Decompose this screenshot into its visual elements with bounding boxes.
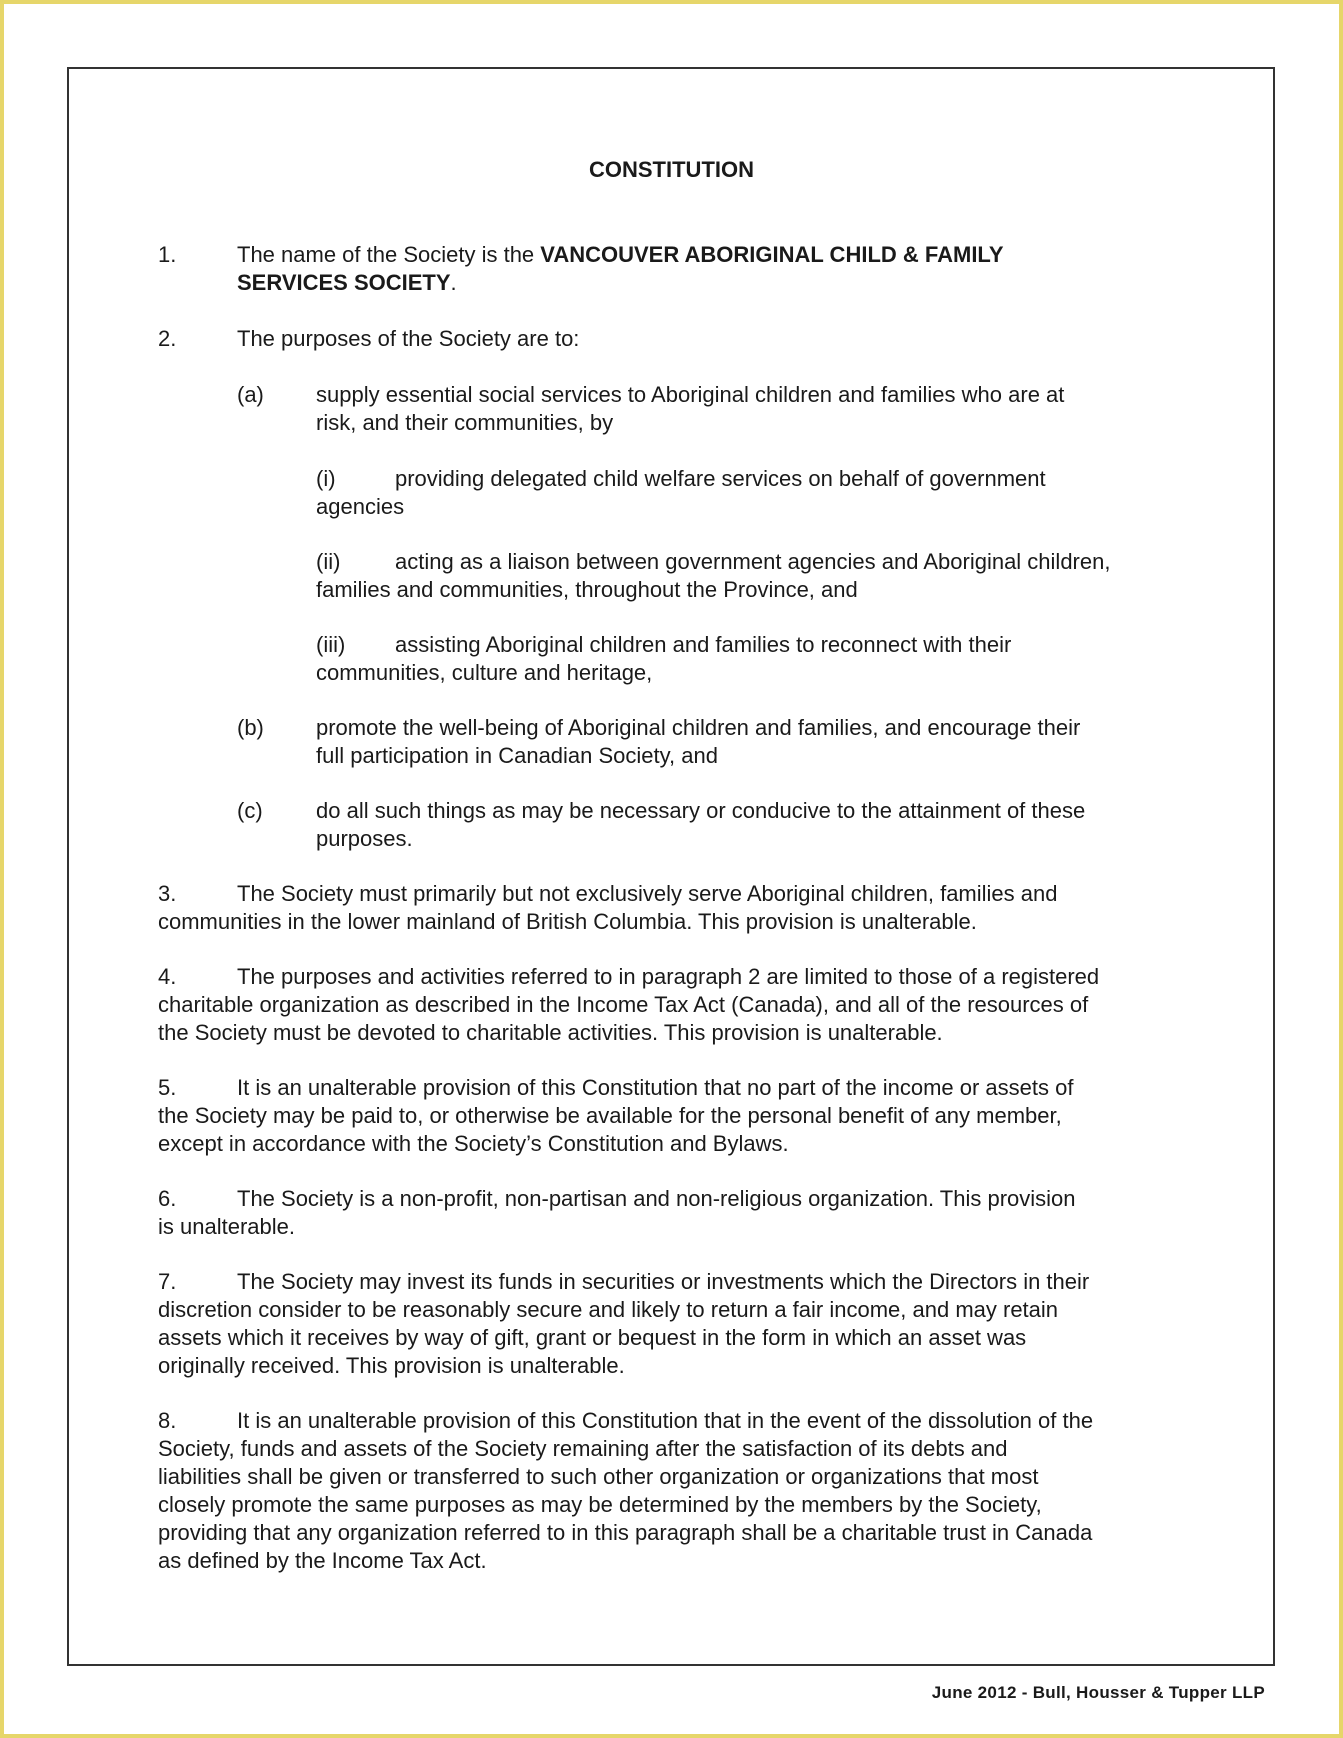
paragraph-2-intro: The purposes of the Society are to: bbox=[237, 326, 580, 351]
paragraph-7-line: discretion consider to be reasonably secure and likely to return a fair income, and may retain bbox=[158, 1297, 1059, 1322]
purpose-a-iii-line: assisting Aboriginal children and families to reconnect with their bbox=[395, 632, 1012, 657]
purpose-a-label: (a) bbox=[237, 382, 264, 407]
paragraph-7-line: originally received. This provision is unalterable. bbox=[158, 1353, 625, 1378]
purpose-b-line: promote the well-being of Aboriginal children and families, and encourage their bbox=[316, 715, 1081, 740]
paragraph-8-line: Society, funds and assets of the Society remaining after the satisfaction of its debts and bbox=[158, 1436, 1008, 1461]
paragraph-8-line: It is an unalterable provision of this Constitution that in the event of the dissolution of the bbox=[237, 1408, 1094, 1433]
society-name-part1: VANCOUVER ABORIGINAL CHILD & FAMILY bbox=[540, 242, 1004, 267]
purpose-a-line: risk, and their communities, by bbox=[316, 410, 614, 435]
purpose-a-ii-line: families and communities, throughout the Province, and bbox=[316, 577, 858, 602]
paragraph-8-line: as defined by the Income Tax Act. bbox=[158, 1548, 487, 1573]
paragraph-1-period: . bbox=[450, 270, 457, 295]
paragraph-3-line: The Society must primarily but not exclusively serve Aboriginal children, families and bbox=[237, 881, 1058, 906]
purpose-a bbox=[316, 381, 1064, 437]
paragraph-8-number: 8. bbox=[158, 1408, 177, 1433]
purpose-a-i bbox=[316, 465, 1046, 521]
paragraph-6-line: The Society is a non-profit, non-partisan and non-religious organization. This provision bbox=[237, 1186, 1076, 1211]
purpose-a-ii-line: acting as a liaison between government agencies and Aboriginal children, bbox=[395, 549, 1111, 574]
paragraph-8 bbox=[158, 1407, 1093, 1575]
paragraph-1-text: The name of the Society is the bbox=[237, 242, 541, 267]
purpose-c-line: purposes. bbox=[316, 826, 413, 851]
purpose-a-i-line: agencies bbox=[316, 494, 405, 519]
paragraph-7 bbox=[158, 1268, 1089, 1380]
paragraph-3-line: communities in the lower mainland of British Columbia. This provision is unalterable. bbox=[158, 909, 977, 934]
paragraph-3 bbox=[158, 880, 1057, 936]
purpose-c-label: (c) bbox=[237, 798, 263, 823]
paragraph-6-number: 6. bbox=[158, 1186, 177, 1211]
paragraph-4-line: The purposes and activities referred to in paragraph 2 are limited to those of a registered bbox=[237, 964, 1100, 989]
paragraph-5-line: except in accordance with the Society’s Constitution and Bylaws. bbox=[158, 1131, 789, 1156]
document-title: CONSTITUTION bbox=[589, 157, 754, 182]
paragraph-7-line: assets which it receives by way of gift, grant or bequest in the form in which an asset was bbox=[158, 1325, 1027, 1350]
page-footer: June 2012 - Bull, Housser & Tupper LLP bbox=[931, 1683, 1265, 1702]
paragraph-4-line: the Society must be devoted to charitable activities. This provision is unalterable. bbox=[158, 1020, 943, 1045]
purpose-a-ii bbox=[316, 548, 1110, 604]
paragraph-6 bbox=[158, 1185, 1076, 1241]
paragraph-1 bbox=[237, 241, 1004, 297]
paragraph-4 bbox=[158, 963, 1099, 1047]
paragraph-8-line: providing that any organization referred to in this paragraph shall be a charitable trust in Canada bbox=[158, 1520, 1093, 1545]
paragraph-5-number: 5. bbox=[158, 1075, 177, 1100]
paragraph-5 bbox=[158, 1074, 1073, 1158]
paragraph-4-number: 4. bbox=[158, 964, 177, 989]
paragraph-4-line: charitable organization as described in the Income Tax Act (Canada), and all of the resources of bbox=[158, 992, 1089, 1017]
paragraph-5-line: the Society may be paid to, or otherwise be available for the personal benefit of any member, bbox=[158, 1103, 1062, 1128]
purpose-a-iii-label: (iii) bbox=[316, 632, 346, 657]
paragraph-5-line: It is an unalterable provision of this Constitution that no part of the income or assets of bbox=[237, 1075, 1074, 1100]
purpose-a-i-line: providing delegated child welfare services on behalf of government bbox=[395, 466, 1046, 491]
paragraph-3-number: 3. bbox=[158, 881, 177, 906]
purpose-b-line: full participation in Canadian Society, and bbox=[316, 743, 718, 768]
paragraph-2-number: 2. bbox=[158, 326, 177, 351]
paragraph-7-line: The Society may invest its funds in securities or investments which the Directors in their bbox=[237, 1269, 1090, 1294]
paragraph-1-number: 1. bbox=[158, 242, 177, 267]
purpose-a-ii-label: (ii) bbox=[316, 549, 341, 574]
paragraph-8-line: liabilities shall be given or transferred to such other organization or organizations that most bbox=[158, 1464, 1039, 1489]
purpose-a-line: supply essential social services to Aboriginal children and families who are at bbox=[316, 382, 1065, 407]
paragraph-8-line: closely promote the same purposes as may be determined by the members by the Society, bbox=[158, 1492, 1042, 1517]
purpose-b-label: (b) bbox=[237, 715, 264, 740]
purpose-b bbox=[316, 714, 1080, 770]
purpose-a-iii bbox=[316, 631, 1011, 687]
purpose-c bbox=[316, 797, 1085, 853]
purpose-a-i-label: (i) bbox=[316, 466, 336, 491]
purpose-c-line: do all such things as may be necessary or conducive to the attainment of these bbox=[316, 798, 1086, 823]
paragraph-6-line: is unalterable. bbox=[158, 1214, 295, 1239]
purpose-a-iii-line: communities, culture and heritage, bbox=[316, 660, 653, 685]
society-name-part2: SERVICES SOCIETY bbox=[237, 270, 451, 295]
paragraph-7-number: 7. bbox=[158, 1269, 177, 1294]
